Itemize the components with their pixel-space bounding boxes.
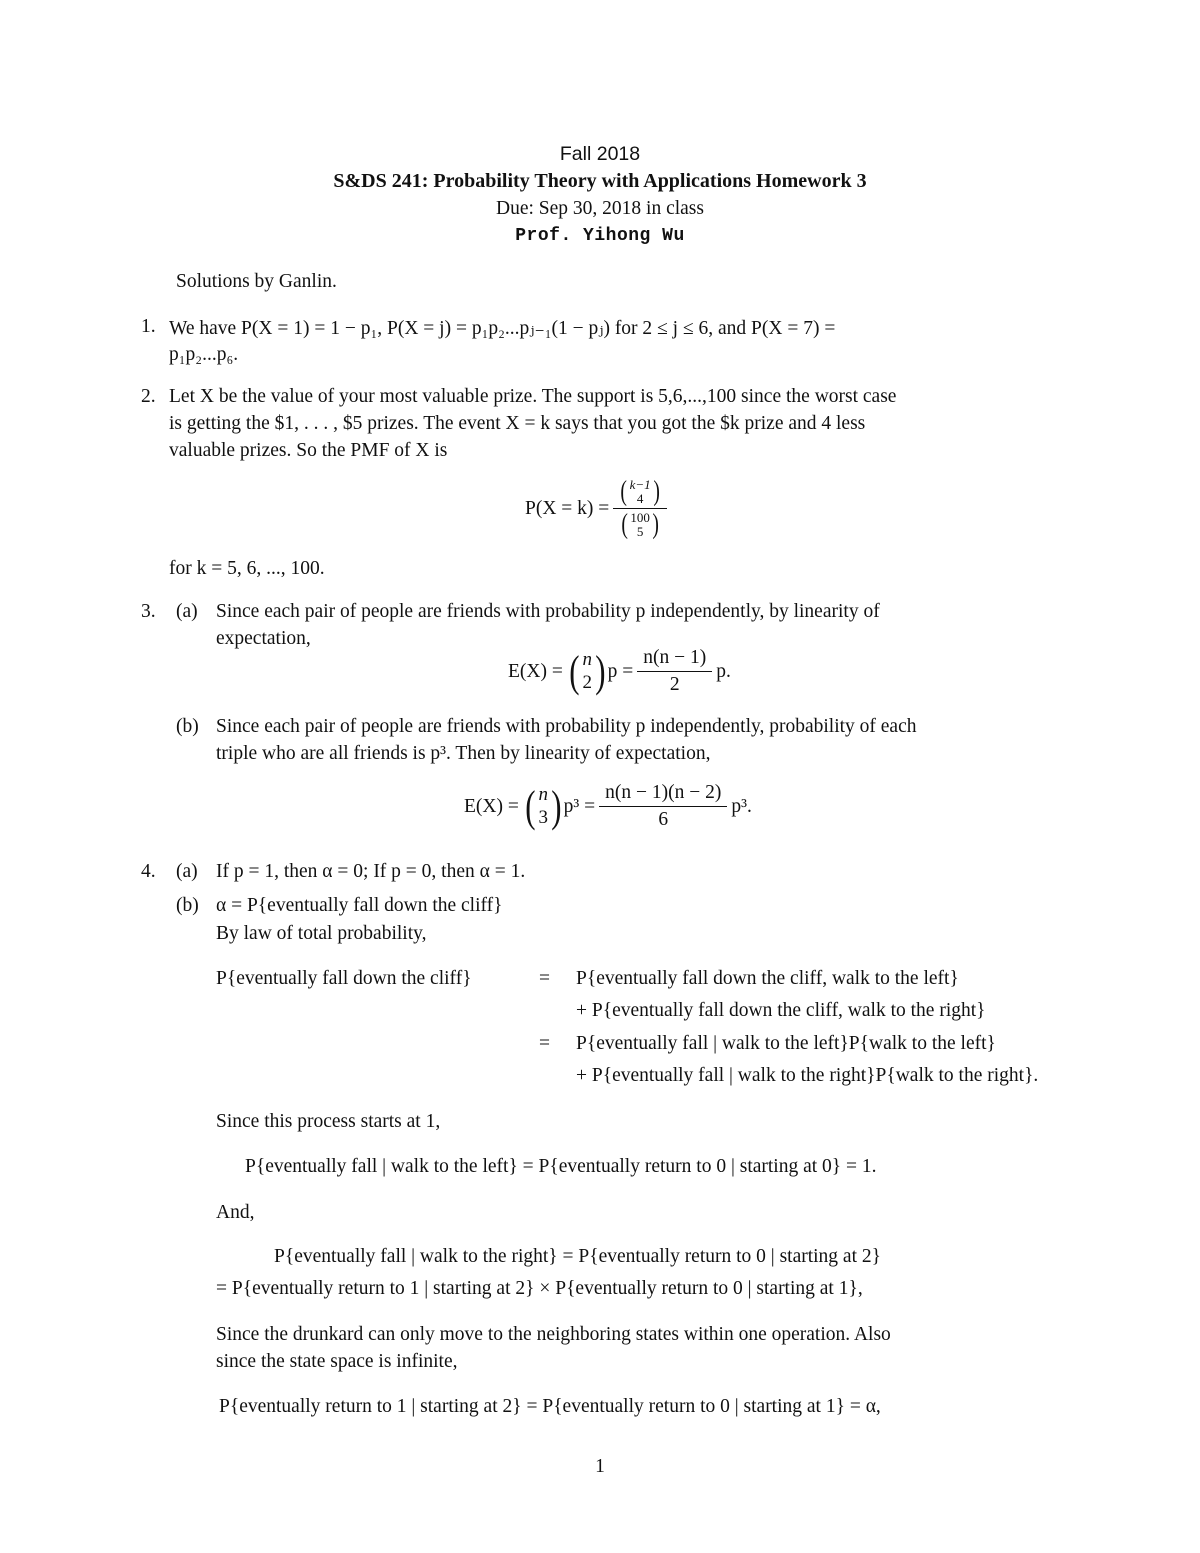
eq3a-frac-num: n(n − 1)	[637, 647, 712, 672]
eq3b-frac-num: n(n − 1)(n − 2)	[599, 782, 727, 807]
course-title: S&DS 241: Probability Theory with Applications Homework 3	[333, 170, 867, 192]
eq3b-binom-top: n	[538, 784, 549, 806]
due-line: Due: Sep 30, 2018 in class	[496, 198, 704, 219]
problem-2-number: 2.	[141, 386, 156, 407]
total-probability-line: By law of total probability,	[216, 923, 427, 944]
problem-3a-line-1: Since each pair of people are friends with probability p independently, by linearity of	[216, 601, 880, 622]
pmf-support-line: for k = 5, 6, ..., 100.	[169, 558, 325, 579]
pmf-denominator-binom: ( 100 5 )	[621, 509, 659, 540]
eq3b-tail: p³.	[731, 795, 752, 817]
eq1-rhs-2: + P{eventually fall down the cliff, walk to the right}	[576, 1000, 986, 1021]
and-line: And,	[216, 1202, 255, 1223]
eq3a-frac-den: 2	[669, 674, 680, 696]
eq1-rhs-3: P{eventually fall | walk to the left}P{walk to the left}	[576, 1033, 996, 1054]
intro-line: Solutions by Ganlin.	[176, 271, 337, 292]
since-drunkard-line-2: since the state space is infinite,	[216, 1351, 458, 1372]
eq1-rhs-1: P{eventually fall down the cliff, walk to the left}	[576, 968, 959, 989]
eq2-line: P{eventually fall | walk to the left} = P{eventually return to 0 | starting at 0} = 1.	[245, 1156, 877, 1177]
eq1-equals: =	[539, 968, 550, 989]
pmf-den-bot: 5	[636, 524, 644, 539]
problem-1-line-2: p₁p₂...p₆.	[169, 344, 239, 365]
pmf-fraction	[613, 478, 667, 539]
problem-2-line-3: valuable prizes. So the PMF of X is	[169, 440, 448, 461]
eq3b-lhs: E(X) =	[464, 795, 519, 817]
eq1-lhs: P{eventually fall down the cliff}	[216, 968, 472, 989]
page-number: 1	[595, 1456, 605, 1477]
problem-1-number: 1.	[141, 316, 156, 337]
problem-2-line-1: Let X be the value of your most valuable prize. The support is 5,6,...,100 since the worst case	[169, 386, 897, 407]
problem-4b-label: (b)	[176, 895, 199, 916]
pmf-equation	[525, 478, 671, 539]
eq3-line-2: = P{eventually return to 1 | starting at 2} × P{eventually return to 0 | starting at 1},	[216, 1278, 863, 1299]
eq3b-binom-bot: 3	[538, 806, 549, 828]
eq3a-tail: p.	[716, 660, 731, 682]
eq4-line: P{eventually return to 1 | starting at 2} = P{eventually return to 0 | starting at 1} = α,	[219, 1396, 881, 1417]
pmf-num-bot: 4	[636, 491, 644, 506]
problem-3b-label: (b)	[176, 716, 199, 737]
professor-line: Prof. Yihong Wu	[515, 226, 685, 246]
term-line: Fall 2018	[559, 143, 641, 165]
problem-3a-line-2: expectation,	[216, 628, 311, 649]
problem-1-line-1: We have P(X = 1) = 1 − p₁, P(X = j) = p₁p₂...pⱼ₋₁(1 − pⱼ) for 2 ≤ j ≤ 6, and P(X = 7) =	[169, 318, 836, 339]
problem-4-number: 4.	[141, 861, 156, 882]
problem-3b-line-1: Since each pair of people are friends with probability p independently, probability of each	[216, 716, 917, 737]
eq3a-binom: ( n 2 )	[569, 646, 606, 696]
pmf-lhs: P(X = k) =	[525, 497, 610, 519]
eq3-line-1: P{eventually fall | walk to the right} = P{eventually return to 0 | starting at 2}	[274, 1246, 881, 1267]
problem-3b-line-2: triple who are all friends is p³. Then by linearity of expectation,	[216, 743, 711, 764]
eq3a-binom-bot: 2	[582, 671, 593, 693]
problem-3-number: 3.	[141, 601, 156, 622]
pmf-num-top: k−1	[629, 477, 651, 493]
eq3a-binom-top: n	[582, 649, 593, 671]
problem-4a-text: If p = 1, then α = 0; If p = 0, then α = 1.	[216, 861, 526, 882]
eq3a-mid: p =	[607, 660, 634, 682]
problem-3a-label: (a)	[176, 601, 198, 622]
eq3b-fraction	[599, 782, 727, 832]
problem-4a-label: (a)	[176, 861, 198, 882]
since-starts-line: Since this process starts at 1,	[216, 1111, 441, 1132]
eq1-rhs-4: + P{eventually fall | walk to the right}P{walk to the right}.	[576, 1065, 1039, 1086]
problem-2-line-2: is getting the $1, . . . , $5 prizes. The event X = k says that you got the $k prize and 4 less	[169, 413, 866, 434]
eq1-equals-2: =	[539, 1033, 550, 1054]
problem-3b-equation	[464, 782, 752, 832]
eq3a-lhs: E(X) =	[508, 660, 563, 682]
pmf-den-top: 100	[630, 510, 650, 526]
problem-3a-equation	[508, 647, 731, 697]
since-drunkard-line-1: Since the drunkard can only move to the neighboring states within one operation. Also	[216, 1324, 891, 1345]
pmf-numerator-binom: ( k−1 4 )	[620, 476, 660, 507]
eq3b-frac-den: 6	[658, 809, 669, 831]
eq3a-fraction	[637, 647, 712, 697]
problem-4b-text: α = P{eventually fall down the cliff}	[216, 895, 503, 916]
eq3b-mid: p³ =	[563, 795, 596, 817]
eq3b-binom: ( n 3 )	[525, 781, 562, 831]
